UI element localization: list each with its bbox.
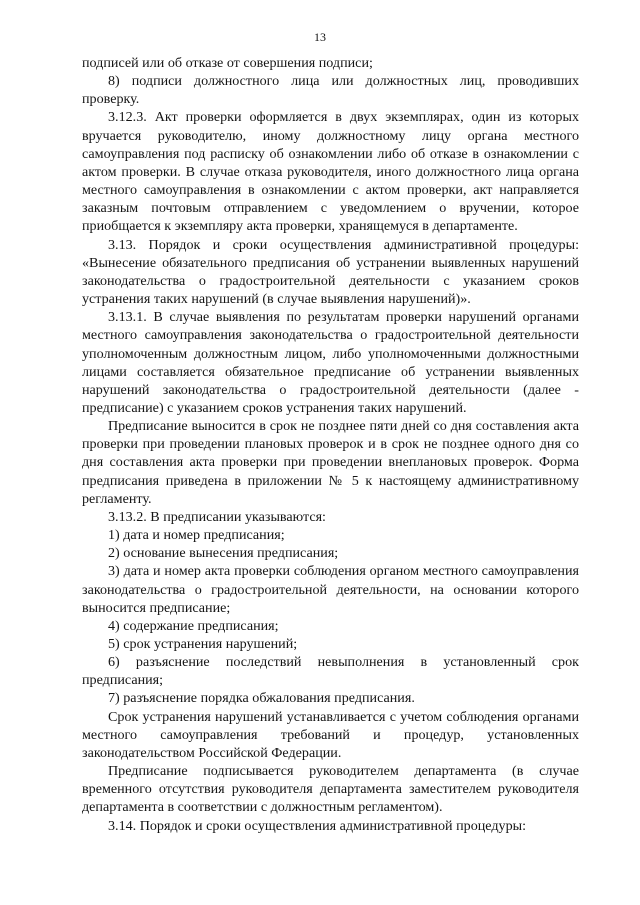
paragraph: 7) разъяснение порядка обжалования предписания. <box>108 690 415 707</box>
page-number: 13 <box>314 30 326 44</box>
paragraph: Предписание выносится в срок не позднее пяти дней со дня составления акта проверки при проведении плановых проверок и в срок не позднее одного дня со дня составления акта проверки при проведении внеплановых проверок. Форма предписания приведена в приложении № 5 к настоящему административному регламенту. <box>82 418 579 507</box>
paragraph: 3.13.2. В предписании указываются: <box>108 508 326 525</box>
document-body <box>82 54 579 835</box>
paragraph: 8) подписи должностного лица или должностных лиц, проводивших проверку. <box>82 73 579 108</box>
paragraph: 6) разъяснение последствий невыполнения в установленный срок предписания; <box>82 654 579 689</box>
paragraph: Срок устранения нарушений устанавливается с учетом соблюдения органами местного самоуправления требований и процедур, установленных законодательством Российской Федерации. <box>82 708 579 761</box>
paragraph: 3) дата и номер акта проверки соблюдения органом местного самоуправления законодательства о градостроительной деятельности, на основании которого выносится предписание; <box>82 563 579 616</box>
paragraph: 2) основание вынесения предписания; <box>108 545 339 562</box>
paragraph: 3.12.3. Акт проверки оформляется в двух экземплярах, один из которых вручается руководителю, иному должностному лицу органа местного самоуправления под расписку об ознакомлении либо об отказе в ознакомлении с актом проверки. В случае отказа руководителя, иного должностного лица органа местного самоуправления в ознакомлении с актом проверки, акт направляется заказным почтовым отправлением с уведомлением о вручении, которое приобщается к экземпляру акта проверки, хранящемуся в департаменте. <box>82 109 579 235</box>
paragraph: 5) срок устранения нарушений; <box>108 636 298 652</box>
paragraph: Предписание подписывается руководителем департамента (в случае временного отсутствия руководителя департамента заместителем руководителя департамента в соответствии с должностным регламентом). <box>82 763 579 816</box>
paragraph: 3.14. Порядок и сроки осуществления административной процедуры: <box>108 817 527 834</box>
paragraph: 3.13.1. В случае выявления по результатам проверки нарушений органами местного самоуправления законодательства о градостроительной деятельности уполномоченным должностным лицом, либо уполномоченными должностными лицами составляется обязательное предписание об устранении выявленных нарушений законодательства о градостроительной деятельности (далее - предписание) с указанием сроков устранения таких нарушений. <box>82 309 579 416</box>
paragraph: подписей или об отказе от совершения подписи; <box>82 55 373 71</box>
paragraph: 1) дата и номер предписания; <box>108 527 285 544</box>
paragraph: 3.13. Порядок и сроки осуществления административной процедуры: «Вынесение обязательного предписания об устранении выявленных нарушений законодательства о градостроительной деятельности с указанием сроков устранения таких нарушений (в случае выявления нарушений)». <box>82 236 579 308</box>
paragraph: 4) содержание предписания; <box>108 617 279 634</box>
